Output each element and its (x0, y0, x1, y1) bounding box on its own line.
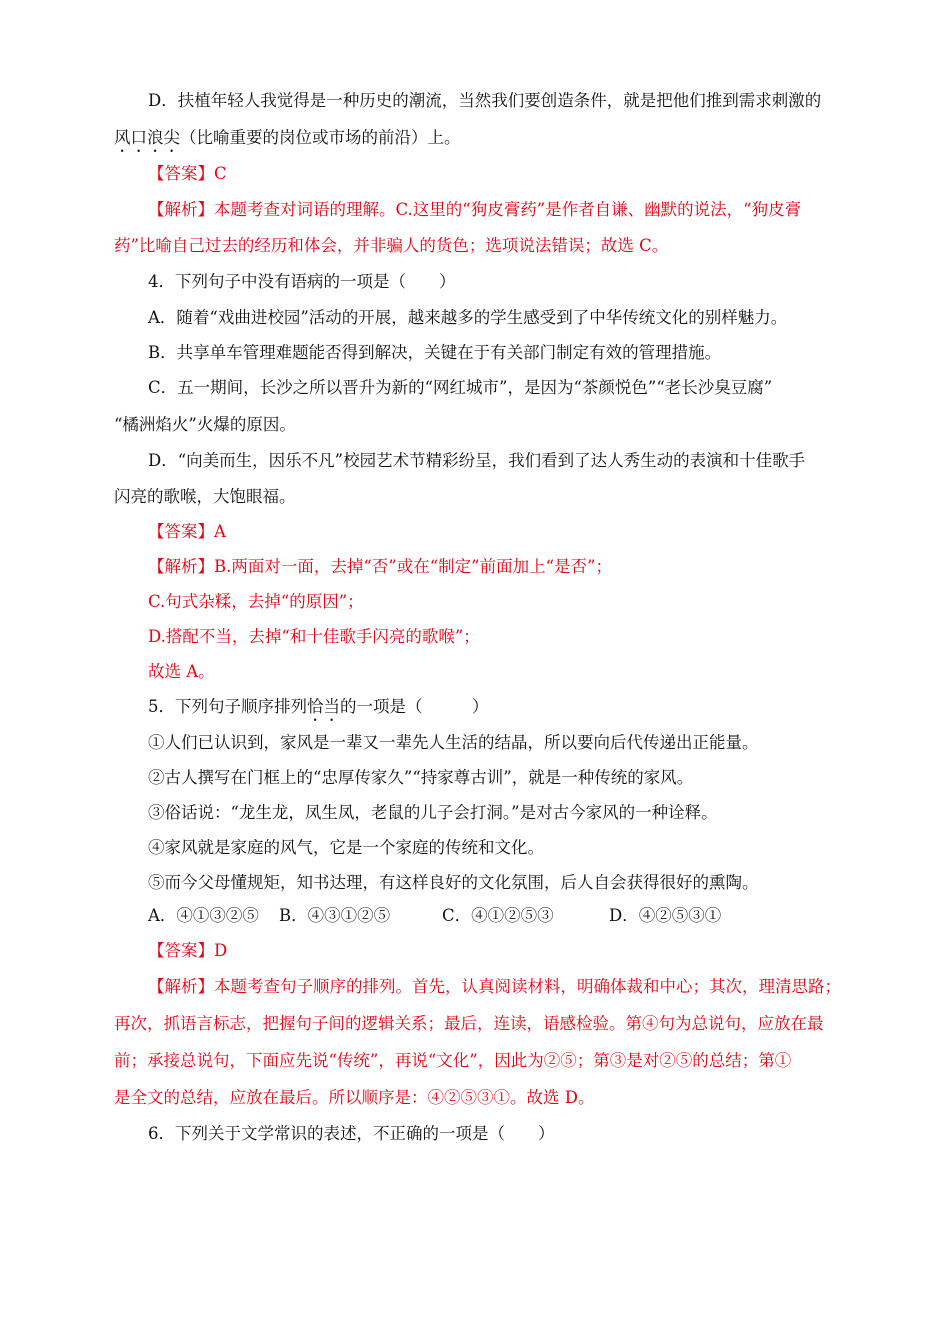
q4-option-a: A．随着“戏曲进校园”活动的开展，越来越多的学生感受到了中华传统文化的别样魅力。 (148, 308, 788, 327)
q4-option-c-line2: “橘洲焰火”火爆的原因。 (114, 415, 296, 434)
q3-option-d-line2 (114, 128, 461, 156)
q5-sentence-3: ③俗话说：“龙生龙，凤生凤，老鼠的儿子会打洞。”是对古今家风的一种诠释。 (148, 803, 718, 822)
q4-option-d-line1: D．“向美而生，因乐不凡”校园艺术节精彩纷呈，我们看到了达人秀生动的表演和十佳歌手 (148, 451, 806, 470)
q6-stem: 6．下列关于文学常识的表述，不正确的一项是（ ） (148, 1124, 555, 1143)
q3-answer: 【答案】C (148, 164, 227, 183)
q5-stem-before: 5．下列句子顺序排列 (148, 697, 307, 716)
q4-analysis-line3: D.搭配不当，去掉“和十佳歌手闪亮的歌喉”； (148, 627, 480, 646)
q5-sentence-4: ④家风就是家庭的风气，它是一个家庭的传统和文化。 (148, 838, 544, 857)
q5-analysis-line4: 是全文的总结，应放在最后。所以顺序是：④②⑤③①。故选 D。 (114, 1088, 595, 1107)
q5-option-a: A．④①③②⑤ (148, 906, 259, 925)
q5-answer: 【答案】D (148, 941, 228, 960)
q4-option-d-line2: 闪亮的歌喉，大饱眼福。 (114, 487, 296, 506)
q4-option-b: B．共享单车管理难题能否得到解决，关键在于有关部门制定有效的管理措施。 (148, 343, 722, 362)
q5-analysis-line1: 【解析】本题考查句子顺序的排列。首先，认真阅读材料，明确体裁和中心；其次，理清思路； (148, 977, 841, 996)
q4-analysis-line1: 【解析】B.两面对一面，去掉“否”或在“制定”前面加上“是否”； (148, 557, 612, 576)
q4-analysis-line2: C.句式杂糅，去掉“的原因”； (148, 592, 364, 611)
q5-analysis-line2: 再次，抓语言标志，把握句子间的逻辑关系；最后，连读，语感检验。第④句为总说句，应放在最 (114, 1014, 824, 1033)
emphasis-dotted-phrase: 风口浪尖 (114, 128, 180, 147)
q5-option-c: C．④①②⑤③ (442, 906, 554, 925)
q3-option-d-line1: D．扶植年轻人我觉得是一种历史的潮流，当然我们要创造条件，就是把他们推到需求刺激的 (148, 91, 822, 110)
q5-options-row (148, 906, 748, 926)
q4-option-c-line1: C．五一期间，长沙之所以晋升为新的“网红城市”，是因为“茶颜悦色”“老长沙臭豆腐” (148, 378, 773, 397)
q5-sentence-5: ⑤而今父母懂规矩，知书达理，有这样良好的文化氛围，后人自会获得很好的熏陶。 (148, 873, 759, 892)
q3-analysis-line1: 【解析】本题考查对词语的理解。C.这里的“狗皮膏药”是作者自谦、幽默的说法，“狗皮膏 (148, 200, 802, 219)
q5-sentence-2: ②古人撰写在门框上的“忠厚传家久”“持家尊古训”，就是一种传统的家风。 (148, 768, 694, 787)
q4-stem: 4．下列句子中没有语病的一项是（ ） (148, 272, 456, 291)
q5-option-b: B．④③①②⑤ (279, 906, 391, 925)
q4-analysis-line4: 故选 A。 (148, 662, 215, 681)
q5-analysis-line3: 前；承接总说句，下面应先说“传统”，再说“文化”，因此为②⑤；第③是对②⑤的总结；第① (114, 1051, 792, 1070)
q5-stem (148, 697, 489, 725)
q3-analysis-line2: 药”比喻自己过去的经历和体会，并非骗人的货色；选项说法错误；故选 C。 (114, 236, 669, 255)
emphasis-dotted-word: 恰当 (307, 697, 340, 716)
q5-sentence-1: ①人们已认识到，家风是一辈又一辈先人生活的结晶，所以要向后代传递出正能量。 (148, 733, 759, 752)
q4-answer: 【答案】A (148, 522, 226, 541)
q5-stem-after: 的一项是（ ） (340, 697, 489, 716)
q5-option-d: D．④②⑤③① (609, 906, 722, 925)
q3-option-d-line2-rest: （比喻重要的岗位或市场的前沿）上。 (180, 128, 461, 147)
